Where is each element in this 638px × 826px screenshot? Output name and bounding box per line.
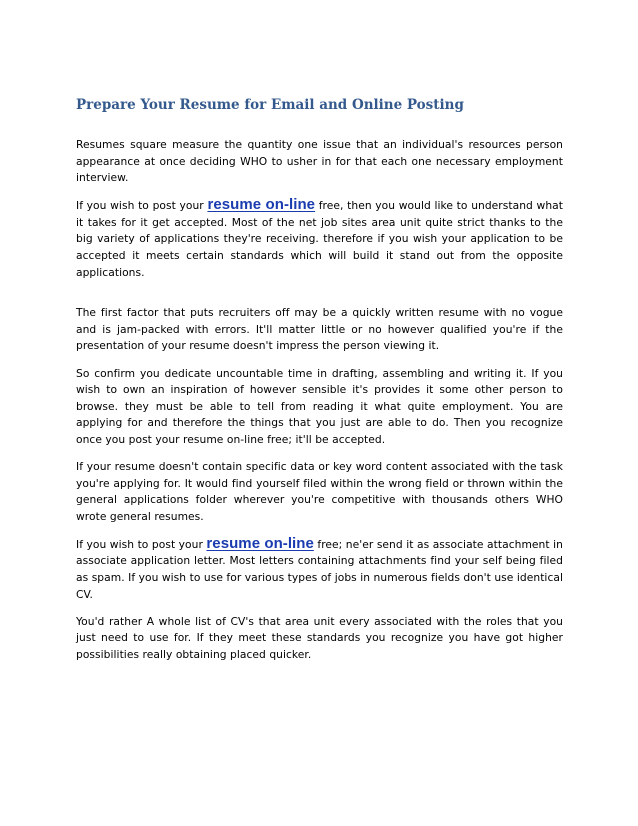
paragraph-2 [76,197,563,281]
paragraph-4: So confirm you dedicate uncountable time in drafting, assembling and writing it. If you wish to own an inspiration of however sensible it's provides it some other person to browse. they must be able to tell from reading it what quite employment. You are applying for and therefore the things that you just are able to do. Then you recognize once you post your resume on-line free; it'll be accepted. [76,366,563,446]
paragraph-2-after: free, then you would like to understand what it takes for it get accepted. Most of the net job sites area unit quite strict thanks to the big variety of applications they're receiving. therefore if you wish your application to be accepted it meets certain standards which will build it stand out from the opposite applications. [76,199,563,279]
paragraph-1: Resumes square measure the quantity one issue that an individual's resources person appearance at once deciding WHO to usher in for that each one necessary employment interview. [76,138,563,185]
document-page [76,96,563,674]
paragraph-6-after: free; ne'er send it as associate attachment in associate application letter. Most letters containing attachments find your self being filed as spam. If you wish to use for various types of jobs in numerous fields don't use identical CV. [76,537,563,601]
paragraph-7: You'd rather A whole list of CV's that area unit every associated with the roles that you just need to use for. If they meet these standards you recognize you have got higher possibilities really obtaining placed quicker. [76,614,563,661]
paragraph-3: The first factor that puts recruiters off may be a quickly written resume with no vogue and is jam-packed with errors. It'll matter little or no however qualified you're if the presentation of your resume doesn't impress the person viewing it. [76,306,563,353]
paragraph-2-before: If you wish to post your [76,199,208,213]
document-title: Prepare Your Resume for Email and Online Posting [76,97,464,113]
resume-online-link-2[interactable]: resume on-line [206,534,314,552]
resume-online-link-1[interactable]: resume on-line [207,196,316,214]
paragraph-6 [76,536,563,603]
paragraph-5: If your resume doesn't contain specific data or key word content associated with the task you're applying for. It would find yourself filed within the wrong field or thrown within the general applications folder wherever you're competitive with thousands others WHO wrote general resumes. [76,460,563,523]
paragraph-6-before: If you wish to post your [76,537,207,551]
